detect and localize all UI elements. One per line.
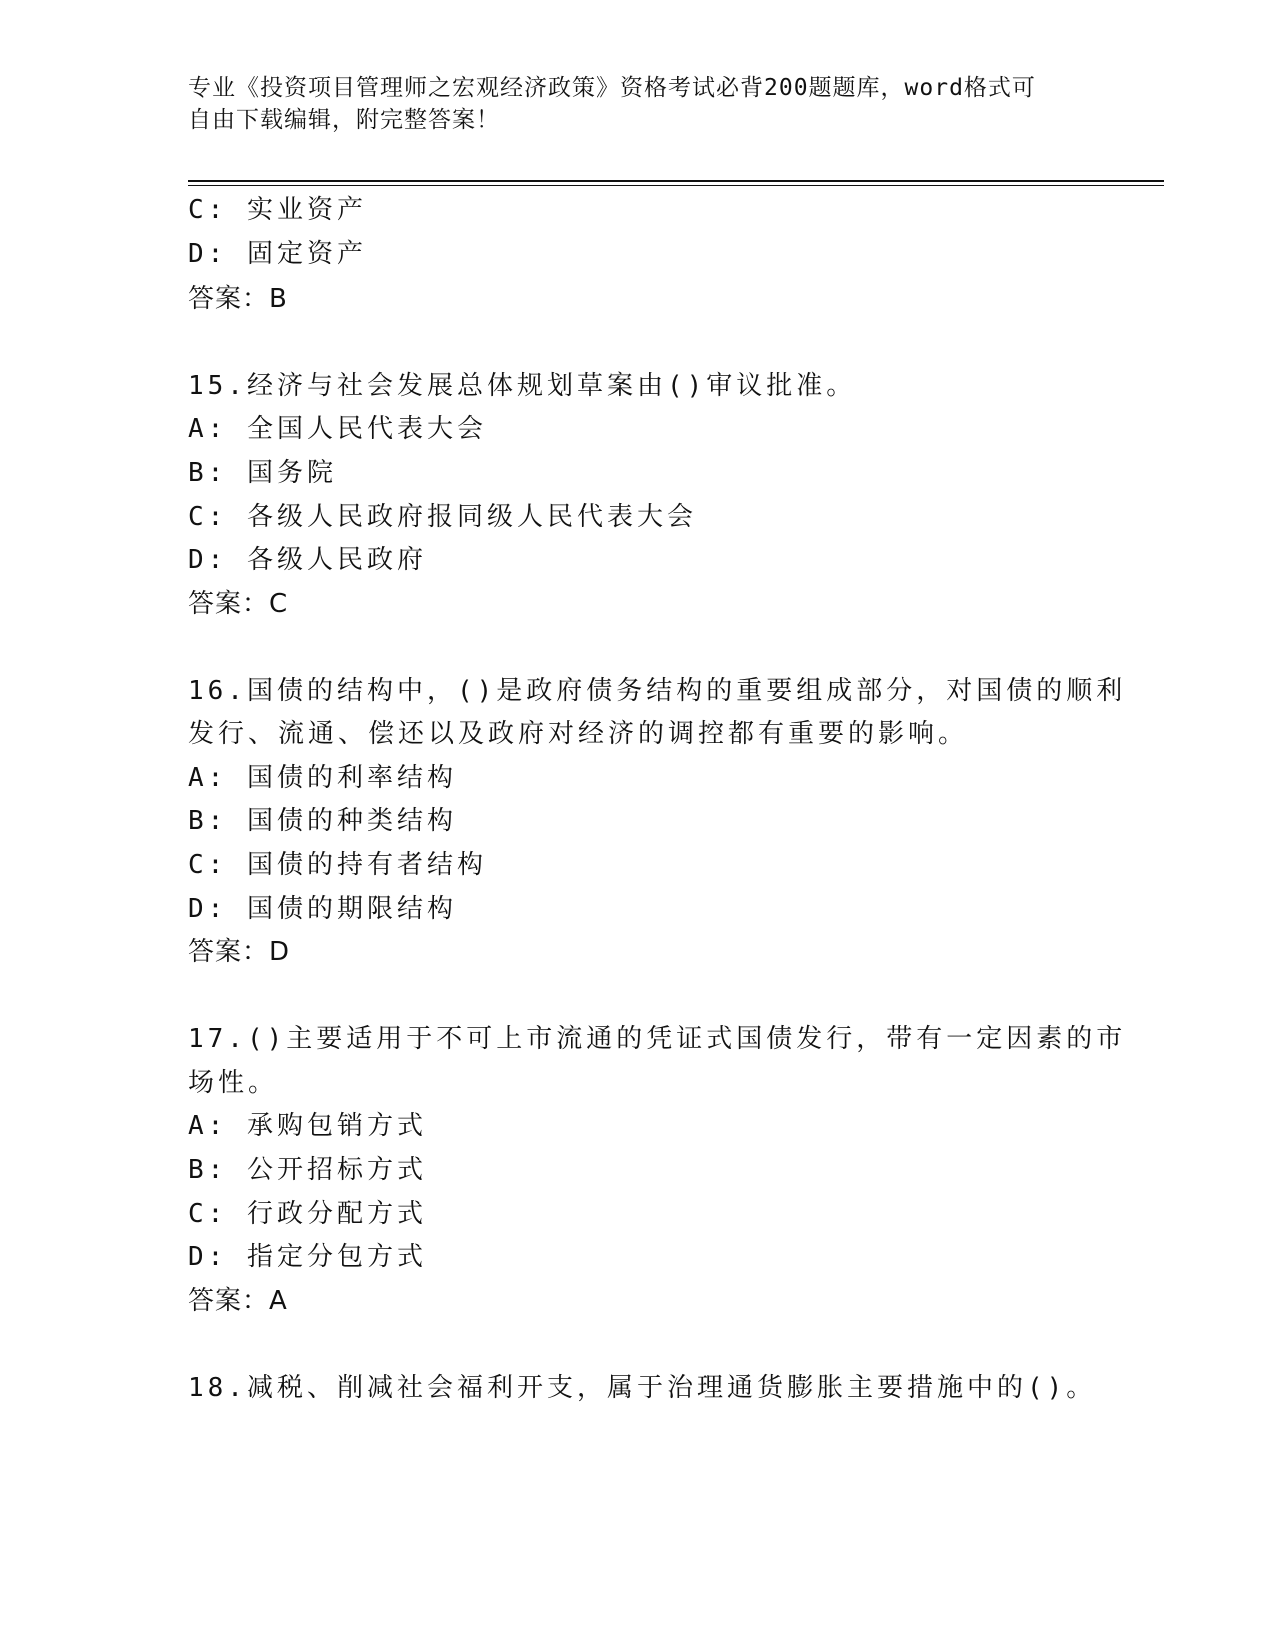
header-rule-thick xyxy=(188,180,1164,182)
q18-question: 18.减税、削减社会福利开支，属于治理通货膨胀主要措施中的()。 xyxy=(188,1373,1097,1403)
q14-option-d: D: 固定资产 xyxy=(188,239,367,269)
q16-option-d: D: 国债的期限结构 xyxy=(188,894,457,924)
q17-question-line-2: 场性。 xyxy=(188,1068,279,1098)
q14-answer: 答案：B xyxy=(188,284,288,314)
q15-answer: 答案：C xyxy=(188,589,289,619)
q15-option-c: C: 各级人民政府报同级人民代表大会 xyxy=(188,502,697,532)
q17-answer: 答案：A xyxy=(188,1286,288,1316)
header-rule-thin xyxy=(188,185,1164,186)
header-line-2: 自由下载编辑，附完整答案！ xyxy=(188,107,500,133)
page-header xyxy=(188,72,1088,136)
q16-question-line-1: 16.国债的结构中，()是政府债务结构的重要组成部分，对国债的顺利 xyxy=(188,676,1127,706)
q15-question: 15.经济与社会发展总体规划草案由()审议批准。 xyxy=(188,371,857,401)
q15-option-a: A: 全国人民代表大会 xyxy=(188,414,487,444)
q14-option-c: C: 实业资产 xyxy=(188,195,367,225)
q17-option-a: A: 承购包销方式 xyxy=(188,1111,427,1141)
q16-option-b: B: 国债的种类结构 xyxy=(188,806,457,836)
q16-option-c: C: 国债的持有者结构 xyxy=(188,850,487,880)
q17-option-b: B: 公开招标方式 xyxy=(188,1155,427,1185)
q16-question-line-2: 发行、流通、偿还以及政府对经济的调控都有重要的影响。 xyxy=(188,719,969,749)
q17-option-d: D: 指定分包方式 xyxy=(188,1242,427,1272)
q15-option-d: D: 各级人民政府 xyxy=(188,545,427,575)
q17-question-line-1: 17.()主要适用于不可上市流通的凭证式国债发行，带有一定因素的市 xyxy=(188,1024,1127,1054)
header-line-1: 专业《投资项目管理师之宏观经济政策》资格考试必背200题题库，word格式可 xyxy=(188,75,1036,101)
q16-answer: 答案：D xyxy=(188,937,291,967)
q16-option-a: A: 国债的利率结构 xyxy=(188,763,457,793)
q15-option-b: B: 国务院 xyxy=(188,458,337,488)
q17-option-c: C: 行政分配方式 xyxy=(188,1199,427,1229)
